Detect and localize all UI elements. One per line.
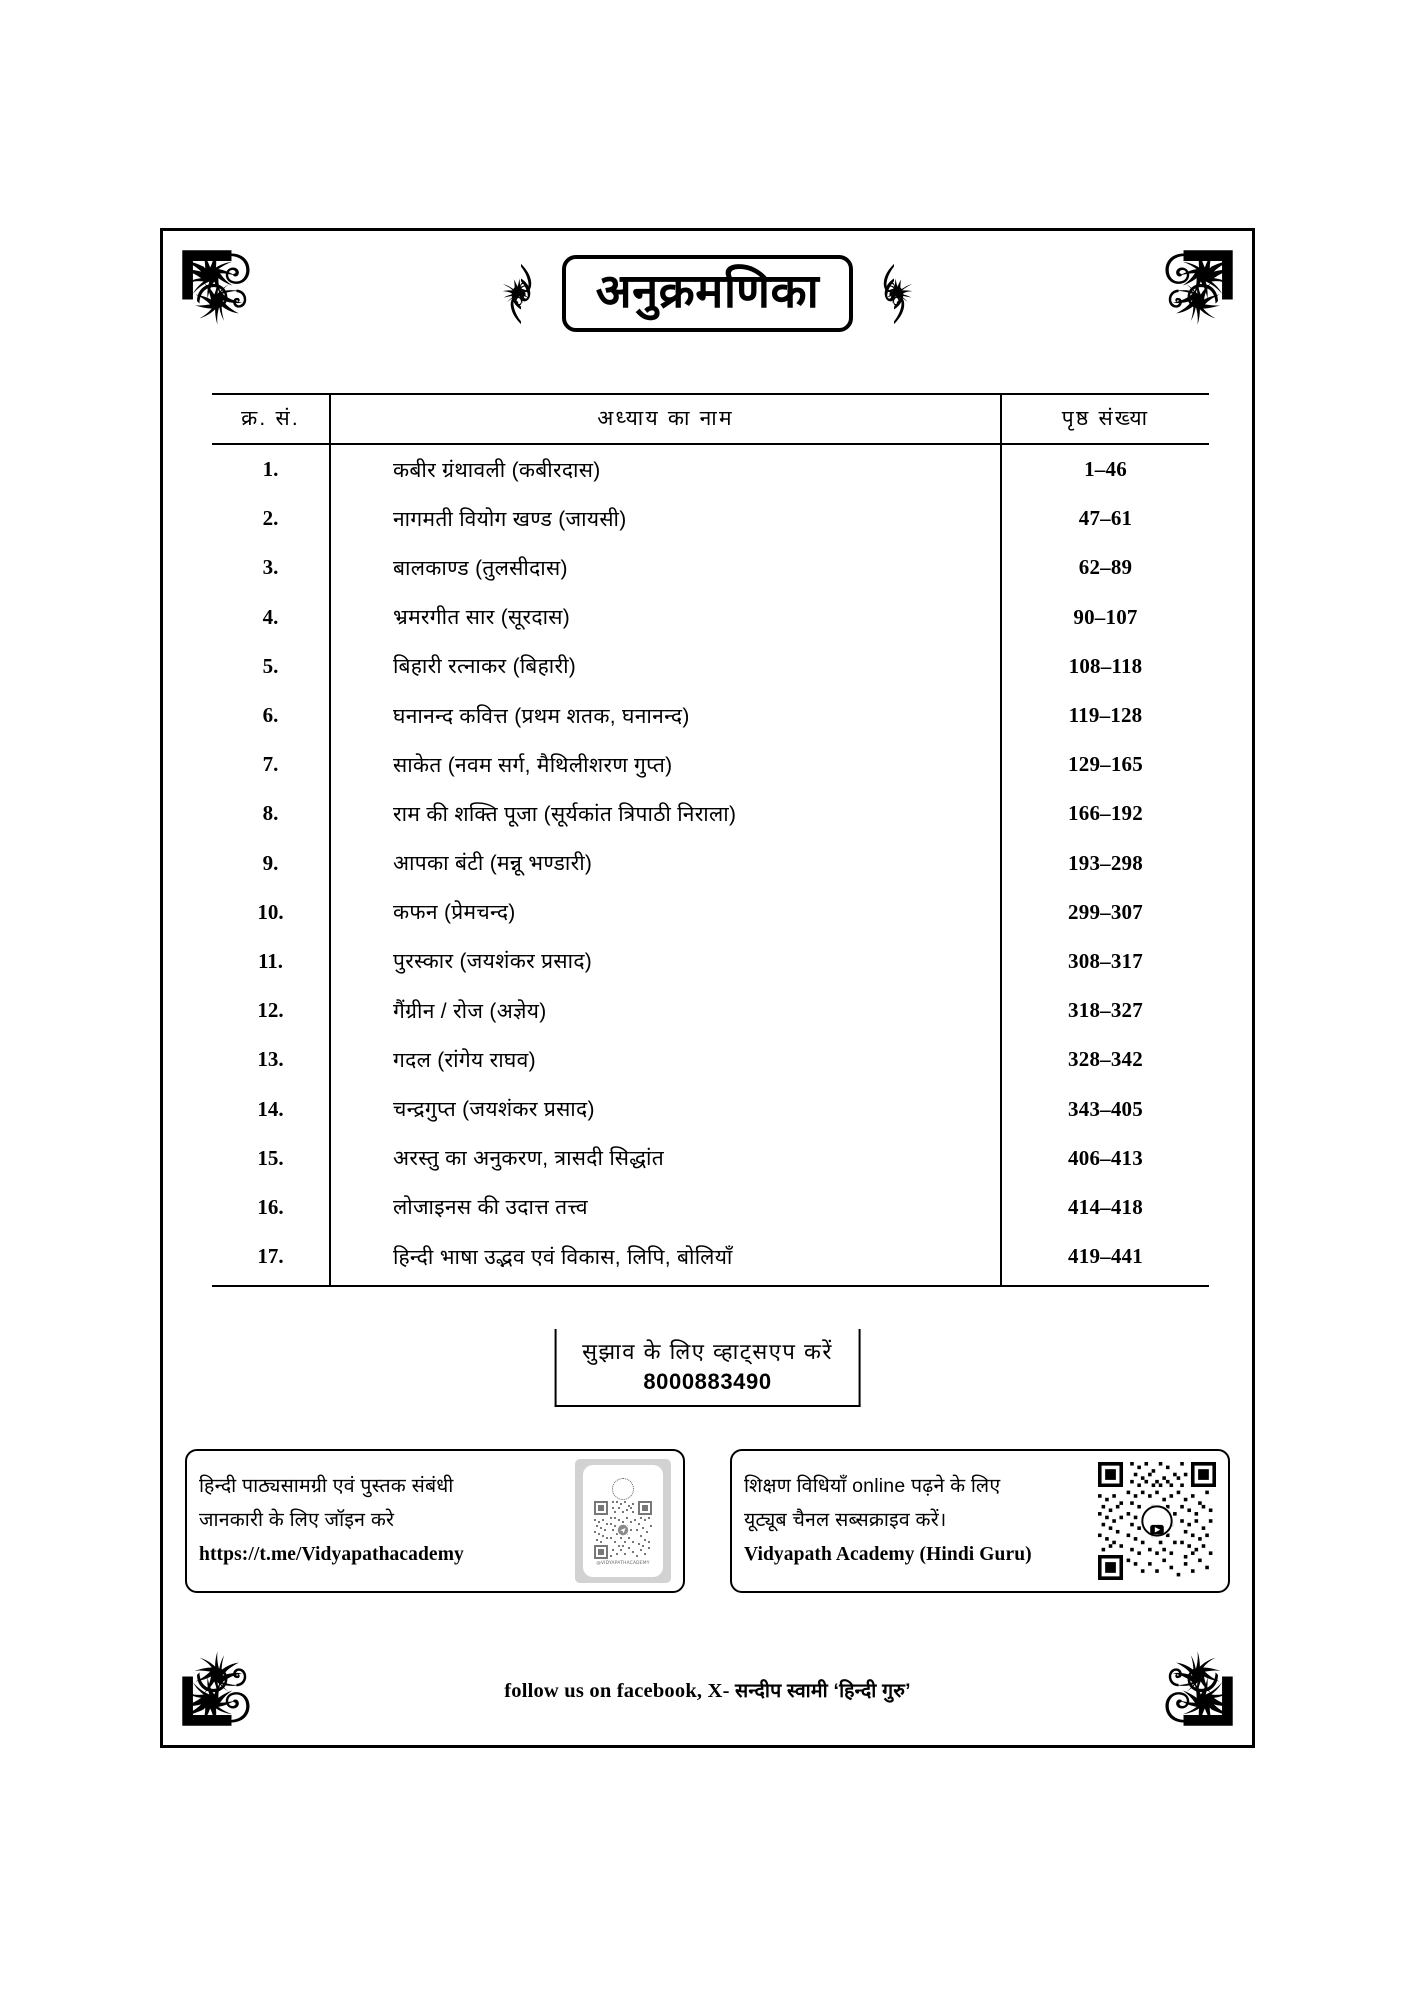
toc-row-serial: 5. [262, 653, 279, 678]
youtube-promo-text [744, 1470, 1096, 1571]
toc-header-row [212, 394, 1209, 444]
toc-row-serial: 17. [257, 1244, 284, 1269]
toc-table-body [212, 444, 1209, 1285]
suggestion-label: सुझाव के लिए व्हाट्सएप करें [582, 1339, 833, 1364]
toc-row-serial: 2. [262, 506, 279, 531]
toc-row-page-range: 193–298 [1068, 850, 1143, 875]
youtube-qr-matrix-icon [1098, 1462, 1216, 1580]
table-row [212, 543, 1209, 592]
youtube-channel-name[interactable]: Vidyapath Academy (Hindi Guru) [744, 1544, 1032, 1566]
table-row [212, 986, 1209, 1035]
toc-row-serial: 15. [257, 1145, 284, 1170]
toc-row-page-range: 129–165 [1068, 752, 1143, 777]
toc-row-chapter-name: भ्रमरगीत सार (सूरदास) [330, 593, 1001, 642]
toc-row-page-range: 119–128 [1068, 703, 1143, 728]
toc-row-chapter-name: चन्द्रगुप्त (जयशंकर प्रसाद) [330, 1084, 1001, 1133]
toc-row-serial: 3. [262, 555, 279, 580]
toc-row-chapter-name: हिन्दी भाषा उद्भव एवं विकास, लिपि, बोलियाँ [330, 1232, 1001, 1285]
page-title-box [562, 255, 854, 332]
telegram-qr-inner [583, 1465, 663, 1577]
youtube-promo-card[interactable] [730, 1449, 1230, 1593]
telegram-link[interactable]: https://t.me/Vidyapathacademy [199, 1544, 464, 1566]
table-row [212, 1232, 1209, 1285]
toc-row-serial: 8. [262, 801, 279, 826]
page-border-frame [160, 228, 1255, 1748]
youtube-line-2: यूट्यूब चैनल सब्सक्राइव करें। [744, 1508, 947, 1531]
table-row [212, 444, 1209, 494]
table-row [212, 1134, 1209, 1183]
toc-row-chapter-name: कबीर ग्रंथावली (कबीरदास) [330, 444, 1001, 494]
telegram-line-1: हिन्दी पाठ्यसामग्री एवं पुस्तक संबंधी [199, 1475, 454, 1498]
toc-row-page-range: 62–89 [1078, 555, 1133, 580]
toc-row-chapter-name: गदल (रांगेय राघव) [330, 1035, 1001, 1084]
toc-row-serial: 10. [257, 899, 284, 924]
toc-row-page-range: 318–327 [1068, 998, 1143, 1023]
toc-row-page-range: 108–118 [1068, 653, 1143, 678]
footer-text-english: follow us on facebook, X- [504, 1680, 730, 1702]
table-row [212, 888, 1209, 937]
table-row [212, 839, 1209, 888]
toc-row-chapter-name: राम की शक्ति पूजा (सूर्यकांत त्रिपाठी निराला) [330, 789, 1001, 838]
toc-row-serial: 7. [262, 752, 279, 777]
toc-row-chapter-name: पुरस्कार (जयशंकर प्रसाद) [330, 937, 1001, 986]
toc-row-chapter-name: बालकाण्ड (तुलसीदास) [330, 543, 1001, 592]
page-title-row [163, 255, 1252, 332]
telegram-qr-caption: @VIDYAPATHACADEMY [596, 1561, 650, 1566]
table-row [212, 1183, 1209, 1232]
suggestion-phone-number: 8000883490 [643, 1368, 772, 1394]
toc-row-page-range: 47–61 [1078, 506, 1133, 531]
table-row [212, 789, 1209, 838]
table-row [212, 494, 1209, 543]
toc-row-chapter-name: कफन (प्रेमचन्द) [330, 888, 1001, 937]
table-row [212, 740, 1209, 789]
toc-row-chapter-name: अरस्तु का अनुकरण, त्रासदी सिद्धांत [330, 1134, 1001, 1183]
toc-row-page-range: 166–192 [1068, 801, 1143, 826]
table-row [212, 642, 1209, 691]
toc-row-page-range: 299–307 [1068, 899, 1143, 924]
table-row [212, 691, 1209, 740]
promo-cards-row [185, 1449, 1230, 1593]
title-flourish-left-icon [502, 262, 540, 326]
telegram-qr-matrix-icon [594, 1501, 652, 1559]
toc-row-page-range: 308–317 [1068, 948, 1143, 973]
toc-row-page-range: 414–418 [1068, 1194, 1143, 1219]
vidyapath-logo-stamp-icon [612, 1478, 634, 1500]
toc-row-page-range: 90–107 [1073, 604, 1138, 629]
toc-row-chapter-name: लोजाइनस की उदात्त तत्त्व [330, 1183, 1001, 1232]
toc-row-page-range: 419–441 [1068, 1244, 1143, 1269]
table-row [212, 593, 1209, 642]
toc-row-page-range: 343–405 [1068, 1096, 1143, 1121]
toc-row-serial: 13. [257, 1047, 284, 1072]
toc-row-serial: 1. [262, 457, 279, 482]
toc-table [212, 393, 1209, 1285]
toc-row-chapter-name: गैंग्रीन / रोज (अज्ञेय) [330, 986, 1001, 1035]
column-header-chapter: अध्याय का नाम [330, 394, 1001, 444]
toc-row-chapter-name: घनानन्द कवित्त (प्रथम शतक, घनानन्द) [330, 691, 1001, 740]
telegram-line-2: जानकारी के लिए जॉइन करे [199, 1508, 395, 1531]
toc-row-serial: 14. [257, 1096, 284, 1121]
toc-row-chapter-name: बिहारी रत्नाकर (बिहारी) [330, 642, 1001, 691]
page-title: अनुक्रमणिका [595, 264, 820, 317]
telegram-promo-text [199, 1470, 571, 1571]
toc-row-serial: 9. [262, 850, 279, 875]
toc-row-page-range: 406–413 [1068, 1145, 1143, 1170]
whatsapp-suggestion-box [554, 1329, 861, 1407]
footer-social-line [163, 1676, 1252, 1703]
telegram-promo-card[interactable] [185, 1449, 685, 1593]
footer-text-hindi: सन्दीप स्वामी ‘हिन्दी गुरु’ [734, 1680, 911, 1702]
youtube-line-1: शिक्षण विधियाँ online पढ़ने के लिए [744, 1475, 1001, 1498]
table-row [212, 937, 1209, 986]
toc-row-page-range: 328–342 [1068, 1047, 1143, 1072]
toc-row-chapter-name: नागमती वियोग खण्ड (जायसी) [330, 494, 1001, 543]
toc-row-chapter-name: साकेत (नवम सर्ग, मैथिलीशरण गुप्त) [330, 740, 1001, 789]
toc-table-head [212, 394, 1209, 444]
toc-row-page-range: 1–46 [1084, 457, 1127, 482]
title-flourish-right-icon [875, 262, 913, 326]
table-row [212, 1084, 1209, 1133]
column-header-serial: क्र. सं. [212, 394, 330, 444]
toc-row-serial: 6. [262, 703, 279, 728]
table-of-contents [212, 393, 1209, 1287]
table-row [212, 1035, 1209, 1084]
telegram-qr-code[interactable] [575, 1459, 671, 1583]
toc-bottom-rule [212, 1285, 1209, 1287]
toc-row-serial: 4. [262, 604, 279, 629]
toc-row-serial: 12. [257, 998, 284, 1023]
toc-row-serial: 11. [257, 948, 284, 973]
toc-row-serial: 16. [257, 1194, 284, 1219]
youtube-qr-code[interactable] [1098, 1462, 1216, 1580]
column-header-page: पृष्ठ संख्या [1001, 394, 1209, 444]
toc-row-chapter-name: आपका बंटी (मन्नू भण्डारी) [330, 839, 1001, 888]
